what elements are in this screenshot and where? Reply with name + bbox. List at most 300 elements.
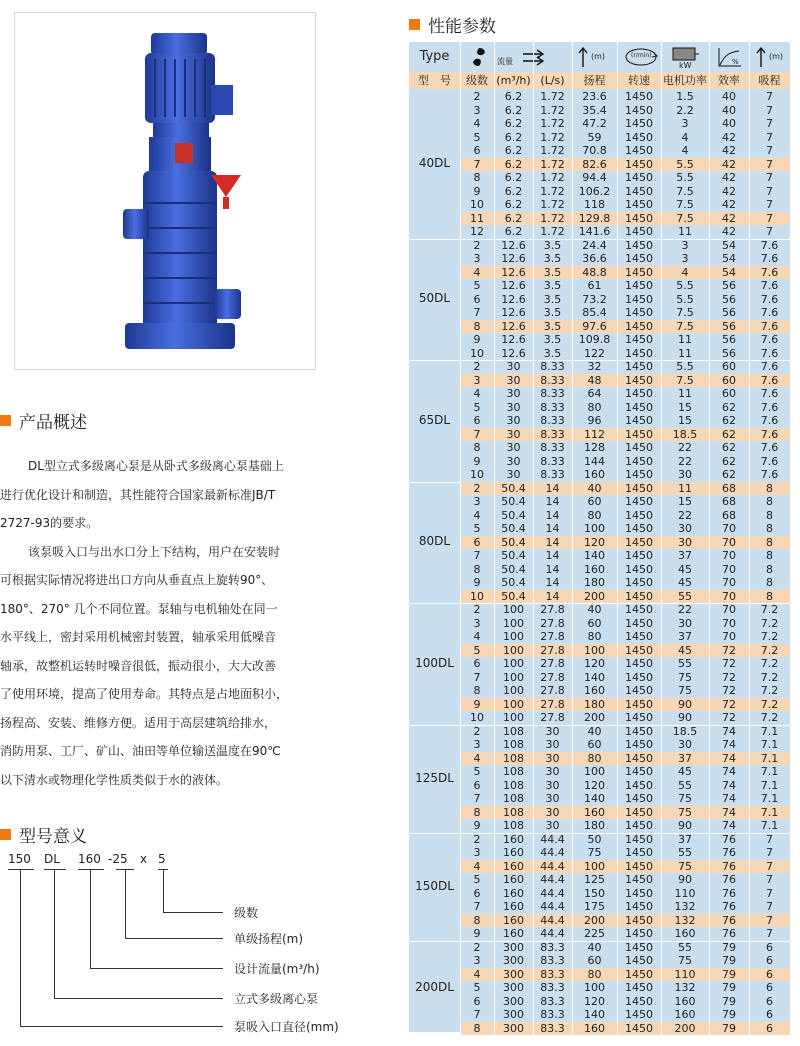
table-cell: 180	[584, 819, 605, 832]
table-row	[460, 900, 790, 914]
table-cell: 22	[678, 603, 692, 616]
table-cell: 15	[678, 414, 692, 427]
model-title: 型号意义	[19, 827, 87, 847]
table-row	[460, 698, 790, 712]
table-cell: 110	[674, 886, 696, 900]
col-header-power: 电机功率	[663, 74, 707, 87]
table-cell: 7	[766, 900, 773, 913]
table-cell: 1450	[625, 157, 653, 171]
table-cell: 8.33	[540, 441, 565, 454]
table-row	[460, 455, 790, 469]
table-cell: 1450	[625, 414, 653, 427]
performance-section-title	[409, 12, 496, 37]
table-cell: 5	[473, 643, 481, 657]
table-cell: 70	[722, 562, 736, 576]
table-cell: 160	[503, 859, 524, 873]
overview-line: 轴承，故整机运转时噪音很低，振动很小，大大改善	[0, 658, 277, 673]
table-row	[460, 968, 790, 982]
table-cell: 6	[766, 994, 773, 1008]
table-cell: 7	[766, 144, 773, 157]
table-cell: 30	[506, 414, 521, 427]
table-cell: 27.8	[540, 697, 565, 711]
table-row	[460, 360, 790, 374]
table-row	[460, 576, 790, 590]
table-row	[460, 428, 790, 442]
col-header-suction: 吸程	[758, 74, 781, 87]
table-cell: 7.1	[760, 778, 779, 792]
table-row	[460, 738, 790, 752]
table-cell: 9	[473, 184, 481, 198]
table-cell: 7.6	[760, 279, 779, 292]
table-cell: 62	[722, 400, 736, 414]
table-row	[460, 941, 790, 955]
table-cell: 8	[473, 913, 481, 927]
table-cell: 72	[722, 643, 736, 657]
table-cell: 160	[584, 468, 605, 481]
table-cell: 14	[545, 508, 560, 522]
code-part-diameter: 150	[8, 852, 31, 866]
table-cell: 70	[722, 535, 736, 549]
table-cell: 37	[678, 549, 692, 562]
flow-arrows-icon	[521, 46, 547, 70]
table-cell: 44.4	[540, 873, 565, 886]
table-cell: 83.3	[540, 994, 565, 1008]
table-cell: 200	[584, 913, 605, 927]
table-cell: 54	[722, 252, 736, 265]
table-cell: 7.2	[760, 670, 779, 684]
table-cell: 7.6	[760, 414, 779, 427]
table-cell: 40	[587, 940, 602, 954]
table-row	[460, 198, 790, 212]
table-cell: 55	[678, 940, 692, 954]
table-cell: 54	[722, 265, 736, 279]
table-cell: 4	[681, 130, 689, 144]
table-cell: 3.5	[543, 346, 562, 360]
table-cell: 68	[722, 495, 736, 508]
overview-title: 产品概述	[19, 413, 87, 433]
table-cell: 6	[766, 981, 773, 994]
col-header-flow-m3h: (m³/h)	[496, 74, 531, 87]
table-cell: 1450	[625, 117, 653, 130]
table-cell: 11	[470, 211, 484, 225]
table-cell: 6	[766, 1021, 773, 1035]
table-cell: 8.33	[540, 454, 565, 468]
table-cell: 50.4	[501, 562, 526, 576]
table-cell: 50.4	[501, 522, 526, 535]
table-cell: 1450	[625, 495, 653, 508]
table-cell: 80	[587, 630, 602, 643]
table-cell: 7.6	[760, 454, 779, 468]
table-cell: 7.2	[760, 630, 779, 643]
table-cell: 100	[584, 643, 605, 657]
table-cell: 1450	[625, 549, 653, 562]
table-cell: 12.6	[501, 265, 526, 279]
table-cell: 7	[766, 117, 773, 130]
table-cell: 7.6	[760, 333, 779, 346]
table-cell: 1450	[625, 940, 653, 954]
table-cell: 100	[503, 711, 524, 724]
table-cell: 2	[473, 940, 481, 954]
table-cell: 1450	[625, 211, 653, 225]
code-part-head: -25	[108, 852, 128, 866]
table-cell: 108	[503, 724, 524, 738]
table-cell: 79	[722, 994, 736, 1008]
head-unit: (m)	[591, 52, 606, 61]
table-cell: 1450	[625, 778, 653, 792]
table-cell: 27.8	[540, 603, 565, 616]
table-cell: 1450	[625, 927, 653, 940]
table-cell: 75	[678, 792, 692, 805]
table-row	[460, 711, 790, 725]
table-cell: 100	[503, 657, 524, 670]
table-cell: 42	[722, 225, 736, 238]
table-cell: 1450	[625, 387, 653, 400]
table-cell: 30	[678, 522, 692, 535]
table-cell: 5.5	[676, 360, 694, 373]
table-cell: 1450	[625, 562, 653, 576]
table-cell: 79	[722, 1008, 736, 1021]
table-cell: 60	[722, 360, 736, 373]
column-separator	[709, 42, 710, 1035]
table-row	[460, 239, 790, 253]
table-cell: 15	[678, 495, 692, 508]
table-cell: 1450	[625, 765, 653, 778]
table-cell: 45	[678, 562, 692, 576]
table-cell: 120	[584, 778, 605, 792]
table-cell: 70	[722, 616, 736, 630]
table-cell: 83.3	[540, 967, 565, 981]
code-part-type: DL	[44, 852, 60, 866]
table-cell: 100	[503, 643, 524, 657]
table-cell: 36.6	[582, 252, 607, 265]
table-cell: 3.5	[543, 252, 562, 265]
table-row	[460, 981, 790, 995]
table-cell: 14	[545, 589, 560, 603]
table-row	[460, 779, 790, 793]
table-cell: 3.5	[543, 292, 562, 306]
table-cell: 1450	[625, 481, 653, 495]
underline	[78, 869, 104, 870]
table-row	[460, 752, 790, 766]
model-group-label: 40DL	[418, 156, 451, 171]
vertical-pump-image	[15, 13, 315, 369]
table-cell: 68	[722, 481, 736, 495]
table-cell: 1450	[625, 670, 653, 684]
table-cell: 141.6	[578, 225, 611, 238]
table-cell: 1450	[625, 954, 653, 967]
overview-text	[0, 452, 360, 794]
table-cell: 7.2	[760, 711, 779, 724]
table-cell: 15	[678, 400, 692, 414]
table-cell: 50	[587, 832, 602, 846]
leader-line	[125, 870, 126, 938]
table-cell: 160	[674, 1008, 696, 1021]
table-cell: 30	[678, 468, 692, 481]
table-cell: 1450	[625, 400, 653, 414]
table-cell: 7	[766, 184, 773, 198]
table-cell: 2	[473, 238, 481, 252]
table-cell: 5.5	[676, 279, 694, 292]
table-cell: 7.6	[760, 292, 779, 306]
table-cell: 76	[722, 832, 736, 846]
table-cell: 75	[678, 805, 692, 819]
table-cell: 79	[722, 967, 736, 981]
table-cell: 1450	[625, 333, 653, 346]
overview-line: 2727-93的要求。	[0, 516, 99, 530]
table-row	[460, 725, 790, 739]
table-cell: 1.72	[540, 157, 565, 171]
table-cell: 10	[470, 589, 484, 603]
table-cell: 1.72	[540, 103, 565, 117]
table-cell: 5.5	[676, 171, 694, 184]
table-cell: 8	[473, 171, 481, 184]
table-row	[460, 671, 790, 685]
table-cell: 10	[470, 468, 484, 481]
model-meaning-diagram	[0, 852, 400, 1042]
table-cell: 6	[473, 535, 481, 549]
bullet-square	[0, 415, 11, 426]
table-row	[460, 954, 790, 968]
table-cell: 3	[473, 954, 481, 967]
table-cell: 160	[503, 913, 524, 927]
model-group-label: 50DL	[418, 291, 451, 306]
table-cell: 10	[470, 711, 484, 724]
table-cell: 7.6	[760, 252, 779, 265]
table-cell: 7	[766, 927, 773, 940]
table-cell: 8	[473, 319, 481, 333]
table-cell: 300	[503, 981, 524, 994]
underline	[8, 869, 34, 870]
table-cell: 11	[678, 225, 692, 238]
table-cell: 64	[587, 387, 602, 400]
table-cell: 132	[674, 913, 696, 927]
table-cell: 72	[722, 657, 736, 670]
table-cell: 7.6	[760, 306, 779, 319]
table-cell: 90	[678, 711, 692, 724]
table-cell: 1450	[625, 522, 653, 535]
table-cell: 5	[473, 400, 481, 414]
table-cell: 30	[545, 778, 560, 792]
table-cell: 76	[722, 846, 736, 859]
table-row	[460, 684, 790, 698]
table-cell: 1.5	[676, 90, 694, 103]
table-cell: 3	[473, 616, 481, 630]
table-cell: 160	[584, 1021, 605, 1035]
table-cell: 6.2	[504, 171, 523, 184]
table-cell: 6.2	[504, 90, 523, 103]
table-cell: 62	[722, 468, 736, 481]
table-cell: 110	[674, 967, 696, 981]
table-cell: 55	[678, 846, 692, 859]
table-cell: 60	[587, 738, 602, 751]
table-cell: 300	[503, 994, 524, 1008]
table-cell: 7.6	[760, 427, 779, 441]
table-cell: 6	[766, 954, 773, 967]
table-cell: 1.72	[540, 198, 565, 211]
table-cell: 7	[766, 913, 773, 927]
table-cell: 108	[503, 738, 524, 751]
table-cell: 30	[545, 724, 560, 738]
table-cell: 90	[678, 819, 692, 832]
table-cell: 79	[722, 1021, 736, 1035]
table-cell: 37	[678, 630, 692, 643]
table-cell: 300	[503, 967, 524, 981]
table-cell: 7.1	[760, 724, 779, 738]
column-separator	[572, 42, 573, 1035]
table-cell: 108	[503, 792, 524, 805]
col-header-flow-ls: (L/s)	[540, 74, 565, 87]
col-header-efficiency: 效率	[718, 74, 740, 87]
overview-line: 进行优化设计和制造，其性能符合国家最新标准JB/T	[0, 487, 276, 502]
table-cell: 8	[766, 549, 773, 562]
table-cell: 76	[722, 859, 736, 873]
table-cell: 108	[503, 805, 524, 819]
table-cell: 7.1	[760, 819, 779, 832]
table-cell: 1450	[625, 198, 653, 211]
leader-line	[90, 968, 223, 969]
code-part-times: x	[140, 852, 148, 866]
table-cell: 1450	[625, 1021, 653, 1035]
table-row	[460, 104, 790, 118]
performance-title: 性能参数	[428, 17, 496, 37]
model-group-label: 65DL	[418, 412, 451, 427]
table-cell: 6.2	[504, 144, 523, 157]
table-cell: 27.8	[540, 670, 565, 684]
leader-line	[54, 998, 223, 999]
table-row	[460, 225, 790, 239]
table-cell: 3	[473, 495, 481, 508]
table-row	[460, 522, 790, 536]
table-cell: 7.6	[760, 319, 779, 333]
table-cell: 100	[503, 670, 524, 684]
table-cell: 59	[587, 130, 602, 144]
table-cell: 50.4	[501, 589, 526, 603]
table-cell: 7	[473, 427, 481, 441]
suction-arrow-icon	[755, 46, 767, 70]
table-row	[460, 792, 790, 806]
table-cell: 27.8	[540, 657, 565, 670]
table-row	[460, 90, 790, 104]
table-cell: 7.5	[676, 373, 694, 387]
table-cell: 8	[473, 684, 481, 697]
table-row	[460, 266, 790, 280]
table-cell: 160	[584, 684, 605, 697]
table-cell: 1.72	[540, 117, 565, 130]
table-row	[460, 482, 790, 496]
table-row	[460, 374, 790, 388]
table-cell: 122	[584, 346, 605, 360]
table-cell: 1450	[625, 886, 653, 900]
table-cell: 100	[584, 765, 605, 778]
type-header: Type	[419, 49, 450, 64]
table-cell: 10	[470, 346, 484, 360]
leader-line	[20, 1026, 223, 1027]
table-row	[460, 536, 790, 550]
table-row	[460, 320, 790, 334]
table-cell: 2	[473, 724, 481, 738]
table-cell: 60	[587, 495, 602, 508]
table-cell: 45	[678, 765, 692, 778]
table-cell: 7	[766, 859, 773, 873]
table-cell: 1.72	[540, 144, 565, 157]
table-cell: 27.8	[540, 684, 565, 697]
table-cell: 150	[584, 886, 605, 900]
table-cell: 12.6	[501, 252, 526, 265]
column-separator	[617, 42, 618, 1035]
table-cell: 3.5	[543, 238, 562, 252]
code-part-stages: 5	[158, 852, 166, 866]
table-cell: 1450	[625, 346, 653, 360]
table-row	[460, 806, 790, 820]
table-cell: 5	[473, 279, 481, 292]
table-cell: 24.4	[582, 238, 607, 252]
table-cell: 5	[473, 130, 481, 144]
table-cell: 22	[678, 441, 692, 454]
table-cell: 1450	[625, 130, 653, 144]
table-cell: 74	[722, 805, 736, 819]
table-cell: 4	[473, 967, 481, 981]
table-cell: 132	[674, 900, 696, 913]
table-cell: 140	[584, 792, 605, 805]
table-cell: 14	[545, 535, 560, 549]
table-cell: 7	[473, 306, 481, 319]
table-cell: 3	[473, 103, 481, 117]
table-cell: 300	[503, 954, 524, 967]
table-cell: 6.2	[504, 225, 523, 238]
table-cell: 2	[473, 832, 481, 846]
table-cell: 12.6	[501, 333, 526, 346]
model-group-label: 100DL	[415, 655, 454, 670]
table-cell: 1.72	[540, 171, 565, 184]
overview-line: 以下清水或物理化学性质类似于水的液体。	[0, 772, 229, 787]
table-cell: 5	[473, 981, 481, 994]
table-row	[460, 414, 790, 428]
table-cell: 9	[473, 333, 481, 346]
table-cell: 68	[722, 508, 736, 522]
table-cell: 1450	[625, 360, 653, 373]
table-row	[460, 333, 790, 347]
table-cell: 9	[473, 819, 481, 832]
table-cell: 7.1	[760, 792, 779, 805]
column-separator	[460, 42, 461, 1035]
model-group-label: 125DL	[415, 770, 454, 785]
table-cell: 5	[473, 873, 481, 886]
table-cell: 3.5	[543, 306, 562, 319]
table-cell: 160	[503, 873, 524, 886]
table-cell: 80	[587, 751, 602, 765]
table-cell: 70	[722, 603, 736, 616]
table-cell: 4	[473, 387, 481, 400]
table-cell: 6	[473, 144, 481, 157]
table-cell: 7	[766, 90, 773, 103]
table-cell: 112	[584, 427, 605, 441]
table-cell: 40	[587, 603, 602, 616]
table-cell: 30	[678, 616, 692, 630]
table-cell: 160	[503, 846, 524, 859]
table-cell: 7	[766, 171, 773, 184]
table-cell: 12	[470, 225, 484, 238]
table-cell: 79	[722, 940, 736, 954]
table-header-icons	[409, 42, 790, 72]
table-cell: 62	[722, 441, 736, 454]
table-cell: 8	[766, 562, 773, 576]
model-group-label: 150DL	[415, 878, 454, 893]
table-cell: 7.5	[676, 319, 694, 333]
table-cell: 7	[473, 670, 481, 684]
table-cell: 7.6	[760, 265, 779, 279]
table-cell: 6.2	[504, 130, 523, 144]
table-cell: 7	[766, 211, 773, 225]
